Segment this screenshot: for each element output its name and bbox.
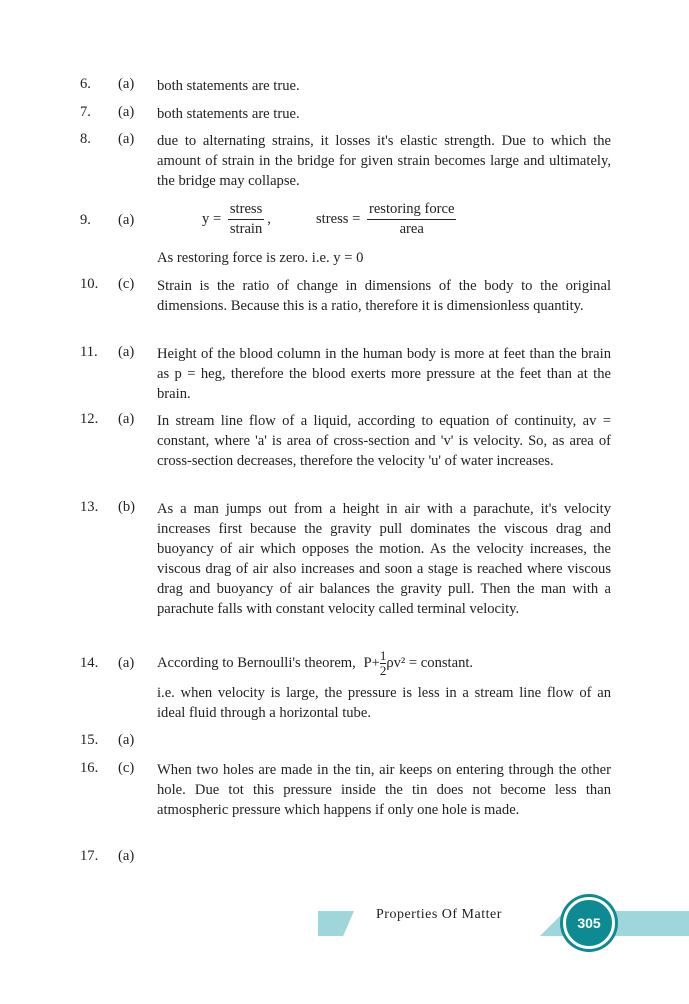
answer-option: (a): [118, 848, 135, 864]
numerator: 1: [379, 648, 387, 663]
equation-p: P+: [363, 654, 380, 671]
comma: ,: [267, 210, 271, 227]
question-number: 17.: [80, 848, 99, 864]
stress-equation: [316, 200, 459, 239]
answer-explanation: both statements are true.: [157, 78, 300, 94]
answer-option: (a): [118, 655, 135, 671]
answer-explanation: As a man jumps out from a height in air with a parachute, it's velocity increases first because the gravity pull dominates the viscous drag and buoyancy of air which opposes the motion. As the velocity increases, the viscous drag of air also increases and soon a stage is reached where viscous drag and buoyancy of air balances the gravity pull. Then the man with a parachute falls with constant velocity called terminal velocity.: [157, 501, 611, 617]
question-number: 16.: [80, 760, 99, 776]
answer-explanation: Strain is the ratio of change in dimensions of the body to the original dimensions. Because this is a ratio, therefore it is dimensionless quantity.: [157, 278, 611, 314]
answer-note: As restoring force is zero. i.e. y = 0: [157, 250, 364, 266]
answer-option: (a): [118, 104, 135, 120]
bernoulli-equation-line: [157, 649, 473, 678]
question-number: 12.: [80, 411, 99, 427]
answer-explanation: both statements are true.: [157, 106, 300, 122]
question-number: 15.: [80, 732, 99, 748]
answer-option: (a): [118, 732, 135, 748]
equation-lhs: stress =: [316, 210, 361, 227]
question-number: 13.: [80, 499, 99, 515]
question-number: 9.: [80, 212, 91, 228]
fraction: [367, 200, 457, 239]
question-number: 8.: [80, 131, 91, 147]
footer-chapter-title: Properties Of Matter: [376, 907, 502, 922]
answer-option: (c): [118, 276, 135, 292]
fraction: [228, 200, 264, 239]
question-number: 7.: [80, 104, 91, 120]
answer-explanation: i.e. when velocity is large, the pressure is less in a stream line flow of an ideal fluid through a horizontal tube.: [157, 685, 611, 721]
denominator: 2: [379, 663, 387, 678]
answer-option: (a): [118, 131, 135, 147]
denominator: area: [399, 221, 424, 237]
answer-option: (b): [118, 499, 136, 515]
equation-rest: ρv² = constant.: [386, 654, 474, 671]
lead-text: According to Bernoulli's theorem,: [157, 654, 356, 671]
young-modulus-equation: [202, 200, 271, 239]
numerator: restoring force: [367, 200, 457, 220]
equation-lhs: y =: [202, 210, 222, 227]
answer-option: (a): [118, 411, 135, 427]
question-number: 14.: [80, 655, 99, 671]
answer-explanation: due to alternating strains, it losses it's elastic strength. Due to which the amount of strain in the bridge for given strain becomes large and ultimately, the bridge may collapse.: [157, 133, 611, 189]
answer-option: (a): [118, 212, 135, 228]
answer-explanation: When two holes are made in the tin, air keeps on entering through the other hole. Due tot this pressure inside the tin does not become less than atmospheric pressure which happens if only one hole is made.: [157, 762, 611, 818]
question-number: 10.: [80, 276, 99, 292]
answer-option: (c): [118, 760, 135, 776]
answer-explanation: In stream line flow of a liquid, according to equation of continuity, av = constant, where 'a' is area of cross-section and 'v' is velocity. So, as area of cross-section decreases, therefore the velocity 'u' of water increases.: [157, 413, 611, 469]
page-number-badge: 305: [563, 897, 615, 949]
denominator: strain: [229, 221, 263, 237]
answer-explanation: Height of the blood column in the human body is more at feet than the brain as p = heg, therefore the blood exerts more pressure at the feet than at the brain.: [157, 346, 611, 402]
answer-option: (a): [118, 76, 135, 92]
footer-decoration: [318, 911, 354, 936]
answer-option: (a): [118, 344, 135, 360]
question-number: 11.: [80, 344, 98, 360]
question-number: 6.: [80, 76, 91, 92]
numerator: stress: [228, 200, 264, 220]
